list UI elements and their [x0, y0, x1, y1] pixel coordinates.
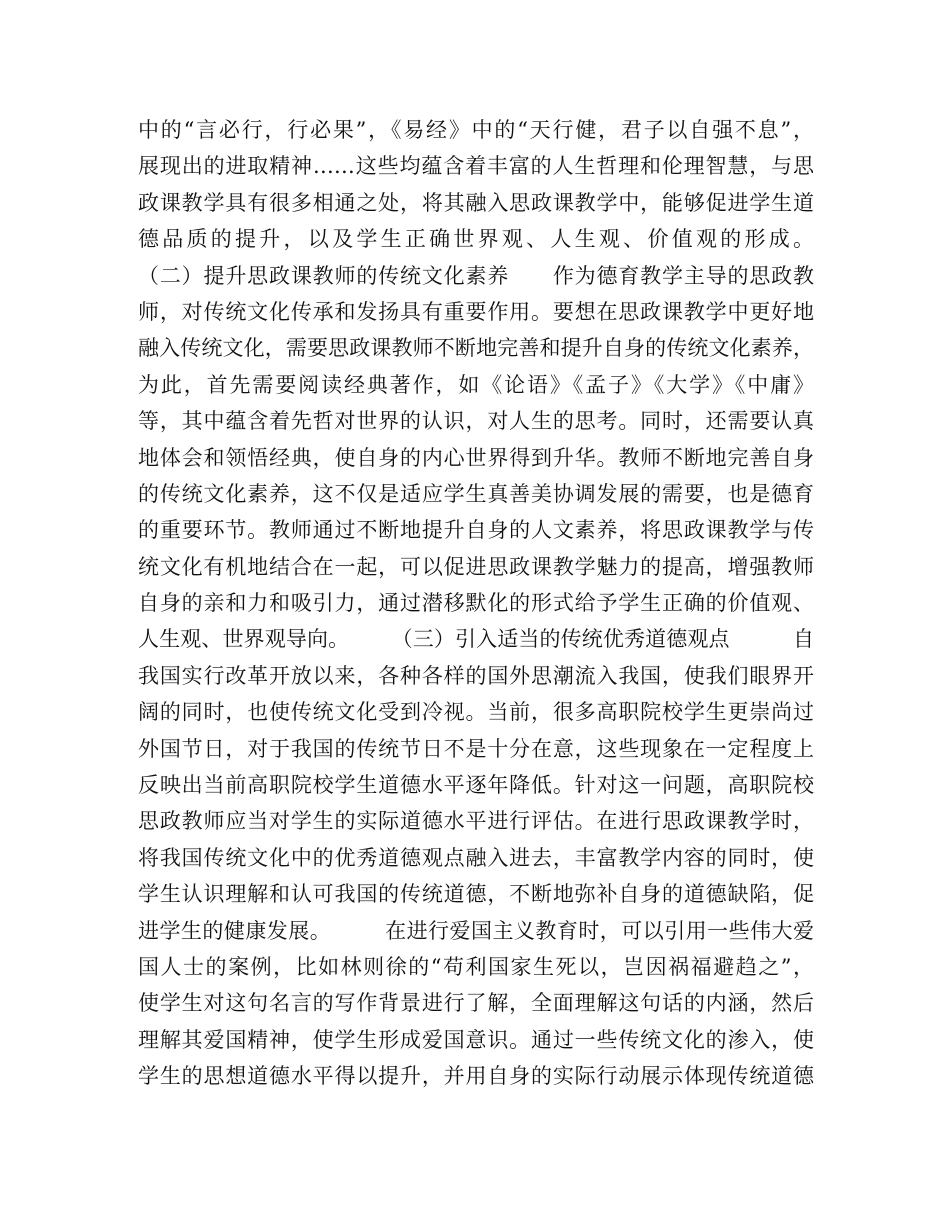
text-line: 国人士的案例，比如林则徐的“苟利国家生死以，岂因祸福避趋之”， [138, 954, 814, 979]
text-line: 自身的亲和力和吸引力，通过潜移默化的形式给予学生正确的价值观、 [138, 591, 814, 616]
text-line: 统文化有机地结合在一起，可以促进思政课教学魅力的提高，增强教师 [138, 554, 814, 579]
text-line: 等，其中蕴含着先哲对世界的认识，对人生的思考。同时，还需要认真 [138, 409, 814, 434]
text-line: 思政教师应当对学生的实际道德水平进行评估。在进行思政课教学时， [138, 809, 814, 834]
text-line: 外国节日，对于我国的传统节日不是十分在意，这些现象在一定程度上 [138, 736, 814, 761]
text-line: 学生的思想道德水平得以提升，并用自身的实际行动展示体现传统道德 [138, 1064, 814, 1089]
text-line: 的重要环节。教师通过不断地提升自身的人文素养，将思政课教学与传 [138, 518, 814, 543]
text-line: 融入传统文化，需要思政课教师不断地完善和提升自身的传统文化素养， [138, 336, 814, 361]
text-line: 进学生的健康发展。 在进行爱国主义教育时，可以引用一些伟大爱 [138, 918, 814, 943]
text-line: 政课教学具有很多相通之处，将其融入思政课教学中，能够促进学生道 [138, 190, 814, 215]
text-line: 地体会和领悟经典，使自身的内心世界得到升华。教师不断地完善自身 [138, 445, 814, 470]
text-line: 中的“言必行，行必果”，《易经》中的“天行健，君子以自强不息”， [138, 118, 814, 142]
text-line: 展现出的进取精神……这些均蕴含着丰富的人生哲理和伦理智慧，与思 [138, 154, 814, 179]
text-line: 师，对传统文化传承和发扬具有重要作用。要想在思政课教学中更好地 [138, 299, 814, 324]
text-line: 为此，首先需要阅读经典著作，如《论语》《孟子》《大学》《中庸》 [138, 372, 814, 397]
text-line: 理解其爱国精神，使学生形成爱国意识。通过一些传统文化的渗入，使 [138, 1027, 814, 1052]
document-page [138, 112, 814, 1095]
text-line: 我国实行改革开放以来，各种各样的国外思潮流入我国，使我们眼界开 [138, 663, 814, 688]
text-line: 人生观、世界观导向。 （三）引入适当的传统优秀道德观点 自 [138, 627, 814, 652]
text-line: 使学生对这句名言的写作背景进行了解，全面理解这句话的内涵，然后 [138, 991, 814, 1016]
text-line: 反映出当前高职院校学生道德水平逐年降低。针对这一问题，高职院校 [138, 773, 814, 798]
text-line: 阔的同时，也使传统文化受到冷视。当前，很多高职院校学生更崇尚过 [138, 700, 814, 725]
text-line: （二）提升思政课教师的传统文化素养 作为德育教学主导的思政教 [138, 263, 814, 288]
text-line: 德品质的提升，以及学生正确世界观、人生观、价值观的形成。 [138, 227, 814, 252]
text-line: 的传统文化素养，这不仅是适应学生真善美协调发展的需要，也是德育 [138, 481, 814, 506]
text-line: 将我国传统文化中的优秀道德观点融入进去，丰富教学内容的同时，使 [138, 845, 814, 870]
text-line: 学生认识理解和认可我国的传统道德，不断地弥补自身的道德缺陷，促 [138, 882, 814, 907]
